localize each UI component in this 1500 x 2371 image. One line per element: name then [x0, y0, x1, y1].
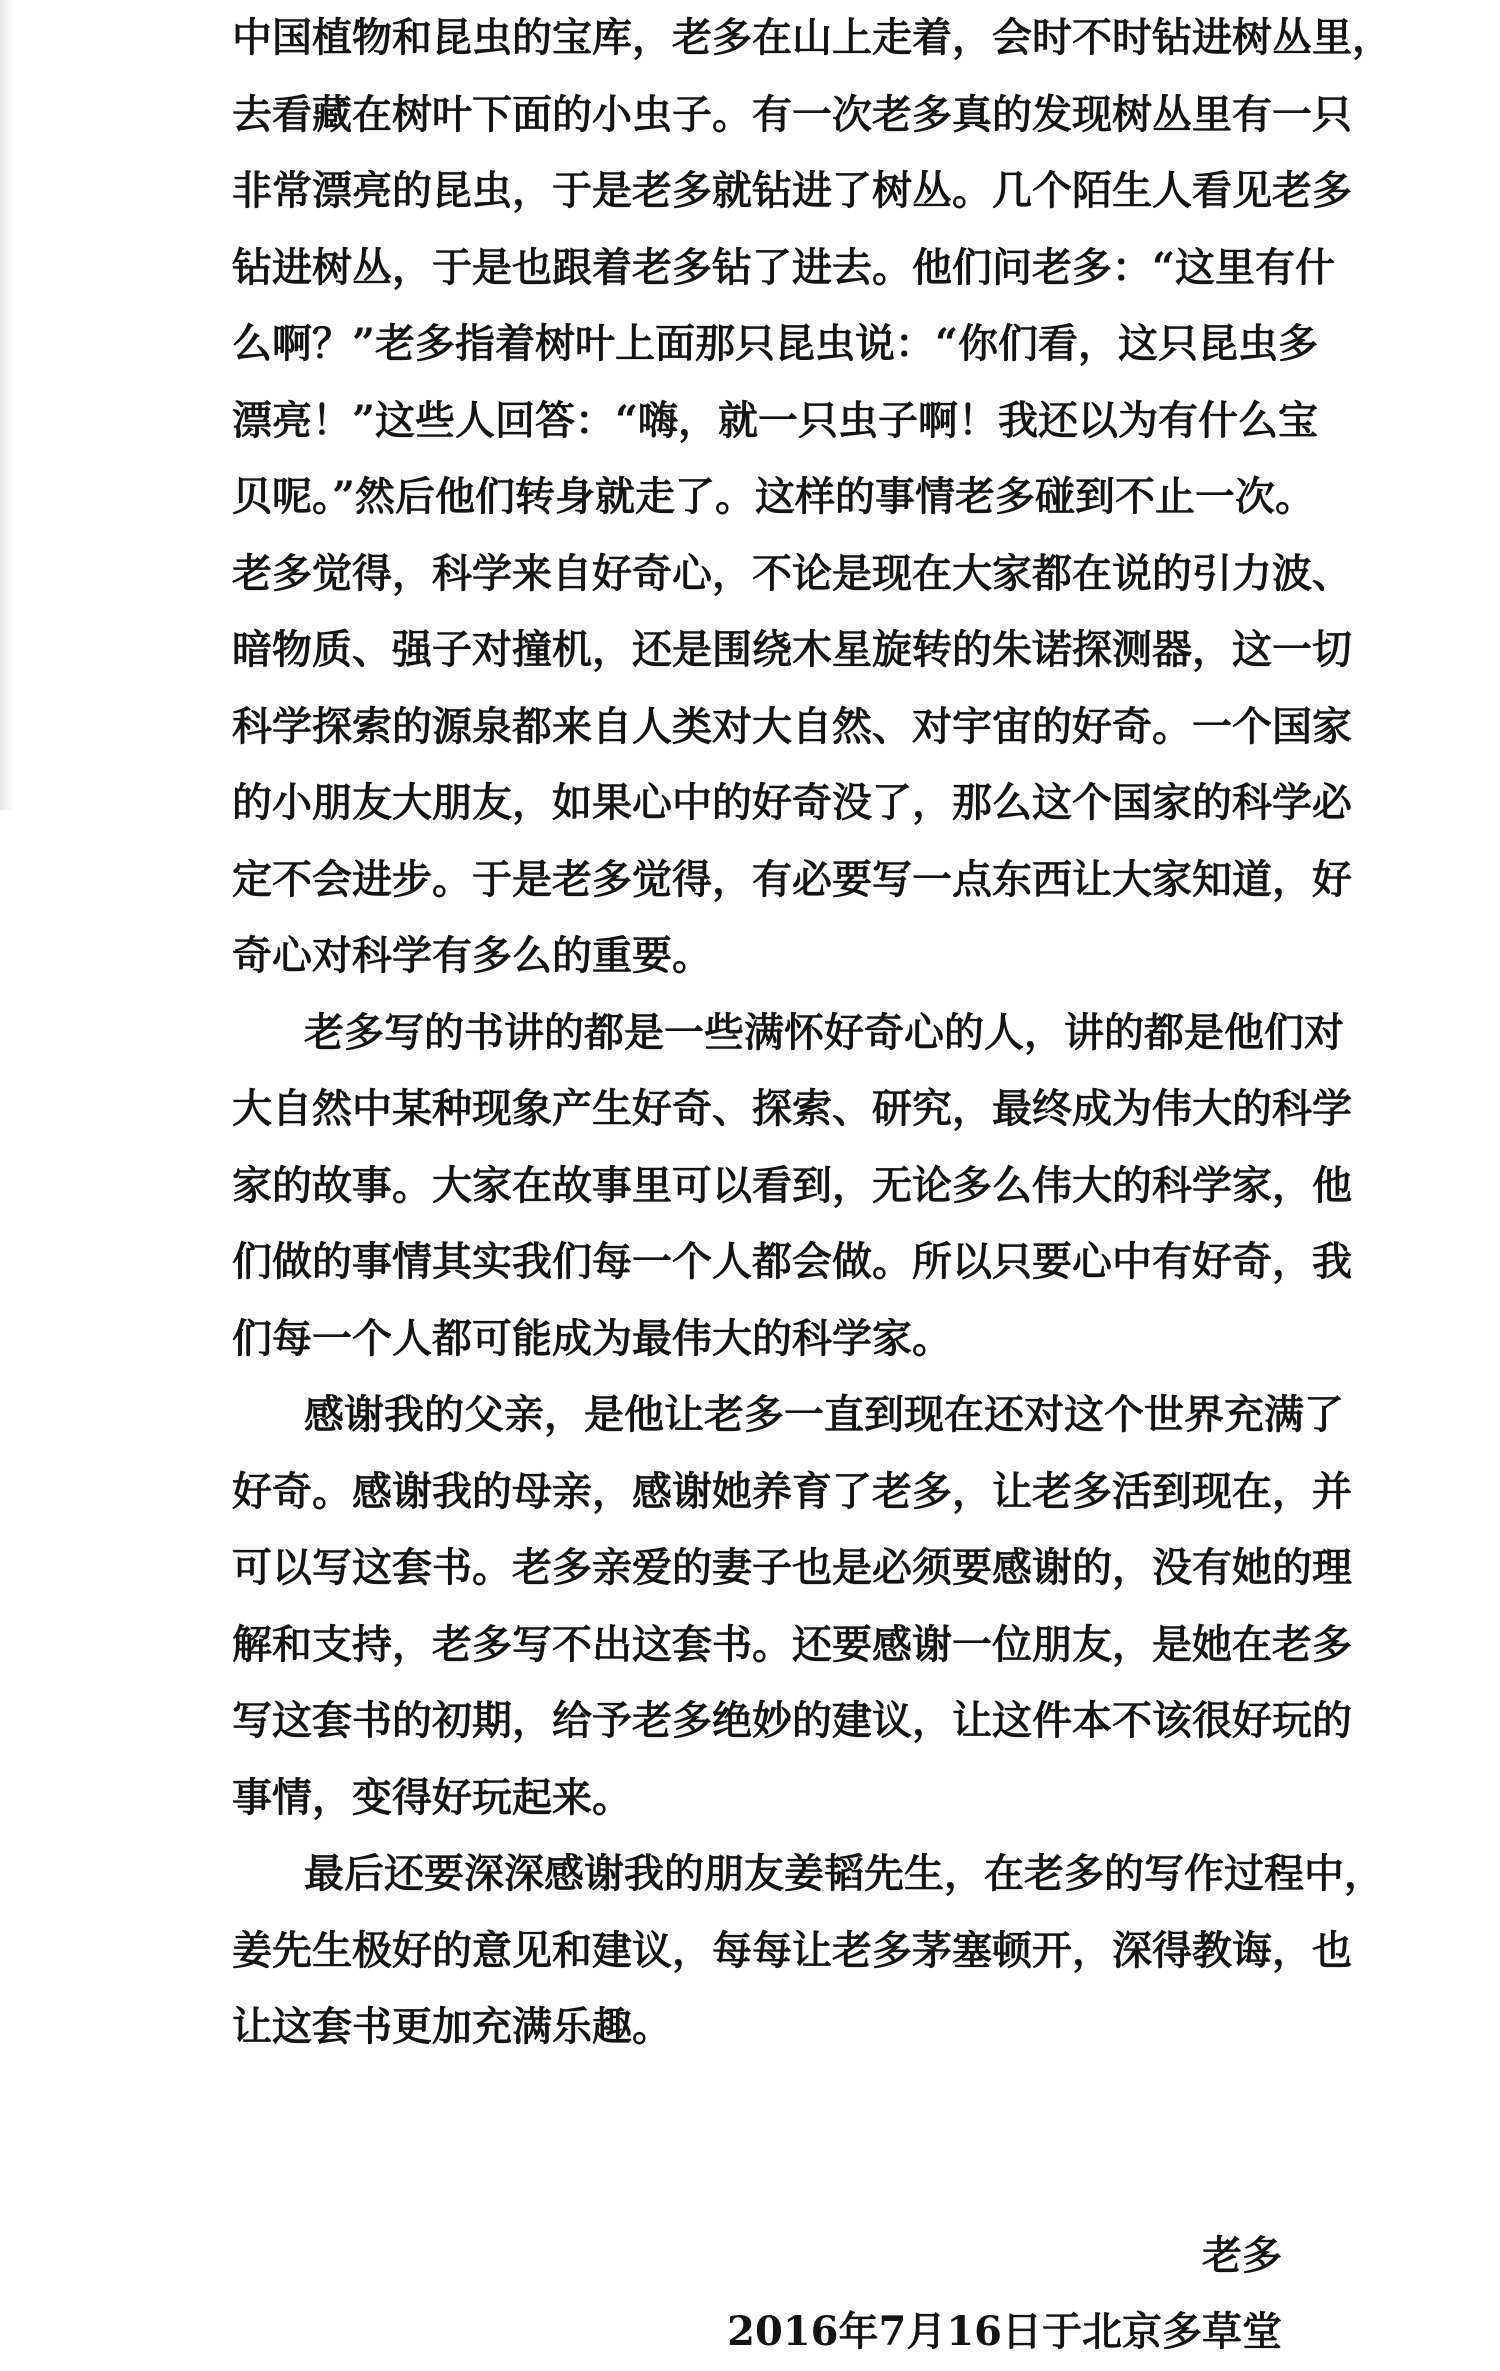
body-line: 老多觉得，科学来自好奇心，不论是现在大家都在说的引力波、	[232, 549, 1352, 597]
signature-author: 老多	[1202, 2231, 1282, 2279]
body-line: 定不会进步。于是老多觉得，有必要写一点东西让大家知道，好	[232, 855, 1352, 903]
body-line: 们每一个人都可能成为最伟大的科学家。	[232, 1314, 952, 1362]
body-line: 家的故事。大家在故事里可以看到，无论多么伟大的科学家，他	[232, 1161, 1352, 1209]
body-line: 么啊？”老多指着树叶上面那只昆虫说：“你们看，这只昆虫多	[232, 320, 1319, 367]
body-line: 姜先生极好的意见和建议，每每让老多茅塞顿开，深得教诲，也	[232, 1926, 1352, 1974]
scan-edge-shadow	[0, 0, 14, 810]
body-line: 钻进树丛，于是也跟着老多钻了进去。他们问老多：“这里有什	[232, 243, 1336, 291]
body-line: 好奇。感谢我的母亲，感谢她养育了老多，让老多活到现在，并	[232, 1467, 1352, 1515]
signature-spacer	[232, 2066, 1282, 2218]
paragraph-start: 感谢我的父亲，是他让老多一直到现在还对这个世界充满了	[304, 1391, 1344, 1438]
body-line: 漂亮！”这些人回答：“嗨，就一只虫子啊！我还以为有什么宝	[232, 396, 1319, 444]
body-line: 们做的事情其实我们每一个人都会做。所以只要心中有好奇，我	[232, 1238, 1352, 1285]
body-line: 可以写这套书。老多亲爱的妻子也是必须要感谢的，没有她的理	[232, 1544, 1352, 1591]
document-page	[232, 0, 1392, 2371]
body-line: 非常漂亮的昆虫，于是老多就钻进了树丛。几个陌生人看见老多	[232, 167, 1352, 214]
body-line: 解和支持，老多写不出这套书。还要感谢一位朋友，是她在老多	[232, 1620, 1352, 1668]
body-line: 大自然中某种现象产生好奇、探索、研究，最终成为伟大的科学	[232, 1085, 1352, 1132]
body-line: 中国植物和昆虫的宝库，老多在山上走着，会时不时钻进树丛里，	[232, 14, 1392, 61]
body-line: 让这套书更加充满乐趣。	[232, 2003, 672, 2050]
body-line: 暗物质、强子对撞机，还是围绕木星旋转的朱诺探测器，这一切	[232, 626, 1352, 673]
body-line: 贝呢。”然后他们转身就走了。这样的事情老多碰到不止一次。	[232, 473, 1316, 520]
paragraph-start: 最后还要深深感谢我的朋友姜韬先生，在老多的写作过程中，	[304, 1850, 1384, 1897]
body-line: 去看藏在树叶下面的小虫子。有一次老多真的发现树丛里有一只	[232, 90, 1352, 138]
body-line: 奇心对科学有多么的重要。	[232, 932, 712, 979]
body-line: 事情，变得好玩起来。	[232, 1773, 632, 1821]
body-line: 科学探索的源泉都来自人类对大自然、对宇宙的好奇。一个国家	[232, 702, 1352, 750]
body-line: 写这套书的初期，给予老多绝妙的建议，让这件本不该很好玩的	[232, 1697, 1352, 1744]
signature-date-place: 2016年7月16日于北京多草堂	[727, 2308, 1282, 2355]
paragraph-start: 老多写的书讲的都是一些满怀好奇心的人，讲的都是他们对	[304, 1008, 1344, 1056]
body-line: 的小朋友大朋友，如果心中的好奇没了，那么这个国家的科学必	[232, 779, 1352, 826]
